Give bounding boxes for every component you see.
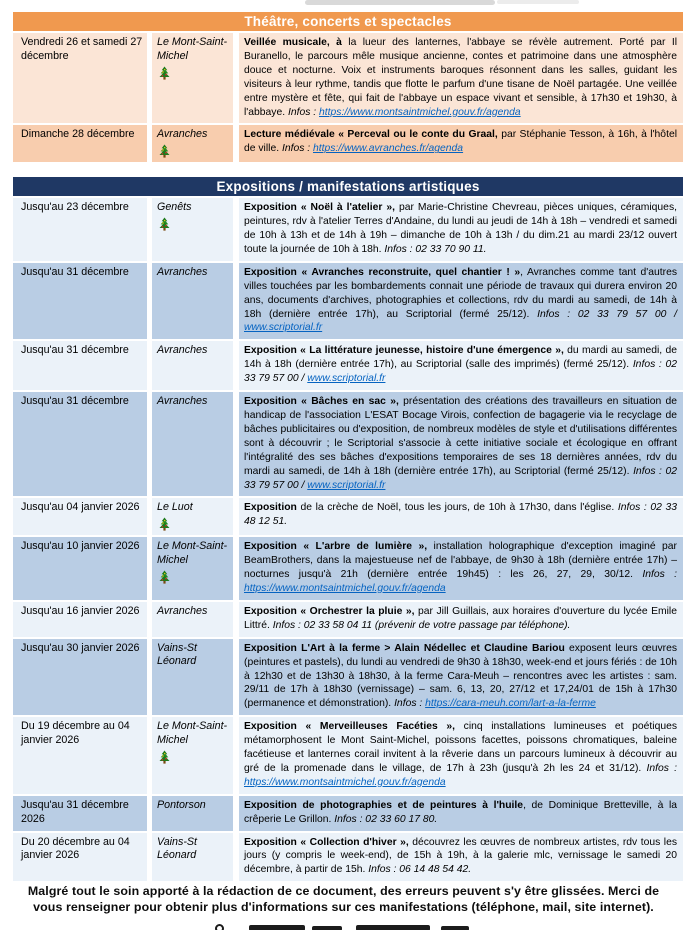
description-text: exposent leurs œuvres (peintures et pastels), du lundi au vendredi de 9h30 à 18h30, week-end et jours fériés : de 10h à 12h30 et de 13h30 à 18h30, à la ferme Cara-Meuh – rencontres avec les artistes : sam. 29/11 de 17h à 18h30 (vernissage) – sam. 6, 13, 20, 27/12 et 17,24/01 de 15h à 17h30 (permanence et démonstration). bbox=[244, 642, 677, 710]
event-date: Jusqu'au 31 décembre bbox=[13, 392, 147, 496]
description-text: Infos : 02 33 58 04 11 (prévenir de votre passage par téléphone). bbox=[272, 619, 571, 631]
christmas-tree-icon bbox=[159, 517, 170, 531]
event-description bbox=[239, 833, 683, 882]
event-location bbox=[152, 537, 233, 600]
event-location-label: Genêts bbox=[157, 201, 192, 214]
description-text: présentation des créations des travailleurs en situation de handicap de l'association L'ESAT Bocage Virois, confection de bagagerie via le recyclage de bâches publicitaires ou d'exposition, de nombreux modèles de style et d'utilisations différentes sont à découvrir ; le Scriptorial s'associe à cette initiative sociale et écologique en offrant l'intégralité des ses bâches d'expositions temporaires de ses 18 dernières années, rdv du mardi au samedi, de 14h à 18h (dernière entrée 17h), au Scriptorial (fermé 25/12). bbox=[244, 396, 677, 477]
description-text: Infos : bbox=[394, 698, 426, 710]
description-text: Exposition « Orchestrer la pluie », bbox=[244, 605, 419, 617]
event-date: Jusqu'au 23 décembre bbox=[13, 198, 147, 261]
event-location-label: Avranches bbox=[157, 395, 208, 408]
event-description bbox=[239, 796, 683, 831]
event-description bbox=[239, 639, 683, 716]
event-description bbox=[239, 537, 683, 600]
description-text: par Stéphanie Tesson, à 16h, à l'hôtel de ville. bbox=[244, 129, 677, 155]
table-row bbox=[13, 537, 683, 600]
event-location-label: Vains-St Léonard bbox=[157, 835, 197, 862]
description-text: Infos : 02 33 48 12 51. bbox=[244, 502, 678, 528]
event-description bbox=[239, 263, 683, 340]
event-location-label: Vains-St Léonard bbox=[157, 641, 197, 668]
description-text: Exposition « Collection d'hiver », bbox=[244, 836, 413, 848]
table-row bbox=[13, 341, 683, 390]
description-text: Exposition de photographies et de peintures à l'huile bbox=[244, 799, 524, 811]
event-link[interactable]: https://cara-meuh.com/lart-a-la-ferme bbox=[425, 698, 596, 710]
table-row bbox=[13, 198, 683, 261]
description-text: cinq installations lumineuses et poétiques métamorphosent le Mont Saint-Michel, poissons facettes, poissons chromatiques, baleine facétieuse et lanternes corail invitent à la rêverie dans un parcours lumineux à découvrir au gré de la promenade dans le village, de 17h à 23h (jusqu'à 2h les 24 et 31/12). bbox=[244, 721, 678, 774]
description-text: de la crèche de Noël, tous les jours, de 10h à 17h30, dans l'église. bbox=[300, 502, 618, 514]
event-description bbox=[239, 125, 683, 162]
cut-off-text-fragment bbox=[249, 925, 305, 930]
description-text: Infos : 06 14 48 54 42. bbox=[368, 864, 472, 876]
description-text: découvrez les œuvres de nombreux artistes, rdv tous les jours (y compris le week-end), de 15h à 19h, à la galerie mlc, vernissage le samedi 20 décembre, à partir de 15h. bbox=[244, 836, 677, 876]
description-text: Lecture médiévale « Perceval ou le conte du Graal, bbox=[244, 129, 502, 141]
event-location bbox=[152, 33, 233, 123]
description-text: Veillée musicale, à bbox=[244, 37, 349, 48]
description-text: Infos : bbox=[281, 143, 313, 155]
event-date: Dimanche 28 décembre bbox=[13, 125, 147, 162]
description-text: Infos : 02 33 79 57 00 / bbox=[537, 308, 677, 320]
event-link[interactable]: https://www.montsaintmichel.gouv.fr/agenda bbox=[319, 106, 521, 118]
event-date: Du 19 décembre au 04 janvier 2026 bbox=[13, 717, 147, 794]
event-location-label: Avranches bbox=[157, 604, 208, 617]
table-row bbox=[13, 833, 683, 882]
event-location bbox=[152, 341, 233, 390]
cut-off-text-fragment bbox=[441, 926, 469, 930]
event-description bbox=[239, 341, 683, 390]
description-text: Infos : bbox=[287, 106, 320, 118]
event-description bbox=[239, 498, 683, 535]
description-text: Infos : bbox=[646, 762, 677, 774]
description-text: Exposition « Bâches en sac », bbox=[244, 396, 404, 408]
event-date: Jusqu'au 10 janvier 2026 bbox=[13, 537, 147, 600]
event-location bbox=[152, 796, 233, 831]
event-location-label: Le Mont-Saint-Michel bbox=[157, 540, 228, 567]
event-location bbox=[152, 498, 233, 535]
event-link[interactable]: www.scriptorial.fr bbox=[307, 479, 386, 491]
event-description bbox=[239, 602, 683, 637]
event-location bbox=[152, 125, 233, 162]
event-location bbox=[152, 717, 233, 794]
table-row bbox=[13, 717, 683, 794]
event-description bbox=[239, 717, 683, 794]
event-location-label: Le Mont-Saint-Michel bbox=[157, 720, 228, 747]
section-header: Expositions / manifestations artistiques bbox=[13, 177, 683, 196]
christmas-tree-icon bbox=[159, 217, 170, 231]
table-row bbox=[13, 125, 683, 162]
event-description bbox=[239, 33, 683, 123]
section-rows bbox=[13, 198, 683, 881]
cut-off-text-fragment bbox=[356, 925, 430, 930]
event-link[interactable]: www.scriptorial.fr bbox=[307, 373, 386, 385]
description-text: par Marie-Christine Chevreau, pièces uniques, céramiques, peintures, rdv à l'atelier Terres d'Andaine, du lundi au jeudi de 14h à 18h – vendredi et samedi de 10h à 13h et de 14h à 19h – dimanche de 10h à 13h / du dim.21 au mardi 23/12 ouvert toute la journée de 10h à 18h. bbox=[244, 202, 677, 255]
event-section bbox=[13, 12, 683, 162]
description-text: Infos : 02 33 60 17 80. bbox=[334, 813, 438, 825]
description-text: Infos : 02 33 79 57 00 / bbox=[244, 359, 677, 385]
event-location-label: Le Mont-Saint-Michel bbox=[157, 36, 228, 62]
event-date: Jusqu'au 16 janvier 2026 bbox=[13, 602, 147, 637]
cut-off-logo-fragment bbox=[215, 924, 224, 930]
event-date: Jusqu'au 31 décembre bbox=[13, 341, 147, 390]
christmas-tree-icon bbox=[159, 144, 170, 158]
christmas-tree-icon bbox=[159, 66, 170, 80]
description-text: Exposition « Avranches reconstruite, quel chantier ! » bbox=[244, 266, 521, 278]
event-link[interactable]: www.scriptorial.fr bbox=[244, 322, 323, 334]
event-location-label: Avranches bbox=[157, 265, 208, 278]
table-row bbox=[13, 796, 683, 831]
description-text: , Avranches comme tant d'autres villes touchées par les bombardements connait une période de travaux qui durera environ 20 ans, documents d'archives, photographies et collections, rdv du mardi au samedi, de 14h à 18h (dernière entrée 17h), au Scriptorial (fermé 25/12). bbox=[244, 266, 677, 320]
event-date: Jusqu'au 04 janvier 2026 bbox=[13, 498, 147, 535]
table-row bbox=[13, 33, 683, 123]
event-date: Vendredi 26 et samedi 27 décembre bbox=[13, 33, 147, 123]
section-rows bbox=[13, 33, 683, 162]
event-location-label: Avranches bbox=[157, 128, 208, 141]
description-text: , de Dominique Bretteville, à la crêperie Le Grillon. bbox=[244, 799, 678, 825]
cut-off-bottom-line bbox=[0, 922, 687, 930]
event-link[interactable]: https://www.avranches.fr/agenda bbox=[313, 143, 464, 155]
event-date: Jusqu'au 31 décembre 2026 bbox=[13, 796, 147, 831]
description-text: du mardi au samedi, de 14h à 18h (dernière entrée 17h), au Scriptorial (salle des imprimés) (fermé 25/12). bbox=[244, 345, 677, 371]
event-location bbox=[152, 833, 233, 882]
event-link[interactable]: https://www.montsaintmichel.gouv.fr/agenda bbox=[244, 582, 446, 594]
description-text: Infos : 02 33 70 90 11. bbox=[384, 243, 487, 255]
event-location-label: Pontorson bbox=[157, 798, 206, 811]
description-text: Infos : 02 33 79 57 00 / bbox=[244, 465, 677, 491]
event-date: Jusqu'au 31 décembre bbox=[13, 263, 147, 340]
table-row bbox=[13, 602, 683, 637]
cut-off-text-fragment bbox=[312, 926, 342, 930]
event-location-label: Avranches bbox=[157, 344, 208, 357]
table-row bbox=[13, 639, 683, 716]
event-location-label: Le Luot bbox=[157, 501, 193, 514]
event-date: Jusqu'au 30 janvier 2026 bbox=[13, 639, 147, 716]
description-text: Exposition bbox=[244, 502, 301, 514]
description-text: par Jill Guillais, aux horaires d'ouverture du lycée Emile Littré. bbox=[244, 605, 677, 631]
event-section bbox=[13, 177, 683, 881]
description-text: la lueur des lanternes, l'abbaye se révèle autrement. Porté par Il Buranello, le parcours mêle musique ancienne, contes et patrimoine dans une atmosphère douce et nocturne. Voix et instruments baroques résonnent dans les salles, guidant les visiteurs à leur rythme, tandis que flotte le parfum d'une tisane de Noël partagée. Une veillée entre mystère et fête, qui fait de l'abbaye un espace vivant et sensible, à 17h30 et 19h30, à l'abbaye. bbox=[244, 37, 677, 118]
description-text: Infos : bbox=[642, 569, 677, 581]
event-description bbox=[239, 392, 683, 496]
event-location bbox=[152, 392, 233, 496]
event-date: Du 20 décembre au 04 janvier 2026 bbox=[13, 833, 147, 882]
event-location bbox=[152, 639, 233, 716]
scrollbar-track bbox=[497, 0, 579, 4]
event-link[interactable]: https://www.montsaintmichel.gouv.fr/agenda bbox=[244, 776, 446, 788]
description-text: Exposition « Merveilleuses Facéties », bbox=[244, 721, 464, 733]
description-text: Exposition L'Art à la ferme > Alain Nédellec et Claudine Bariou bbox=[244, 642, 570, 654]
description-text: Exposition « La littérature jeunesse, histoire d'une émergence », bbox=[244, 345, 568, 357]
event-location bbox=[152, 263, 233, 340]
event-location bbox=[152, 198, 233, 261]
description-text: Exposition « Noël à l'atelier », bbox=[244, 202, 400, 214]
christmas-tree-icon bbox=[159, 570, 170, 584]
event-tables bbox=[13, 12, 683, 896]
table-row bbox=[13, 498, 683, 535]
christmas-tree-icon bbox=[159, 750, 170, 764]
event-description bbox=[239, 198, 683, 261]
section-header: Théâtre, concerts et spectacles bbox=[13, 12, 683, 31]
scrollbar-thumb[interactable] bbox=[305, 0, 495, 5]
table-row bbox=[13, 263, 683, 340]
event-location bbox=[152, 602, 233, 637]
footer-disclaimer: Malgré tout le soin apporté à la rédaction de ce document, des erreurs peuvent s'y être glissées. Merci de vous renseigner pour obtenir plus d'informations sur ces manifestations (téléphone, mail, site internet). bbox=[27, 884, 660, 914]
description-text: installation holographique d'exception imaginé par BeamBrothers, dans la majestueuse nef de l'abbaye, de 9h30 à 18h (dernière entrée 17h) – nocturnes jusqu'à 21h (dernière entrée 19h45) : les 26, 27, 29, 30/12. bbox=[244, 541, 677, 581]
table-row bbox=[13, 392, 683, 496]
description-text: Exposition « L'arbre de lumière », bbox=[244, 541, 434, 553]
